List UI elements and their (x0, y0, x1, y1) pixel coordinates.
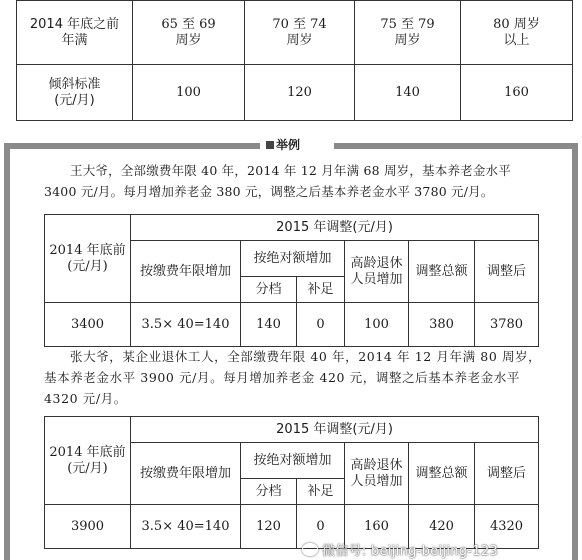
tier-header: 分档 (241, 277, 297, 303)
elderly-header: 高龄退休 人员增加 (345, 241, 409, 303)
frame-top-left (4, 143, 260, 149)
total-header: 调整总额 (409, 443, 475, 505)
after-header: 调整后 (475, 443, 539, 505)
tilt-row-label: 倾斜标准 (元/月) (17, 65, 133, 121)
tier-value: 140 (241, 303, 297, 347)
supplement-header: 补足 (297, 479, 345, 505)
by-absolute-header: 按绝对额增加 (241, 241, 345, 277)
base-header: 2014 年底前 (元/月) (45, 417, 131, 505)
elderly-value: 160 (345, 505, 409, 549)
age-group-70-74: 70 至 74 周岁 (245, 1, 355, 65)
total-value: 420 (409, 505, 475, 549)
case2-paragraph: 张大爷，某企业退休工人，全部缴费年限 40 年，2014 年 12 月年满 80 周岁，基本养老金水平 3900 元/月。每月增加养老金 420 元，调整之后基本养老金水平 4320 元/月。 (44, 349, 542, 406)
after-value: 4320 (475, 505, 539, 549)
base-value: 3400 (45, 303, 131, 347)
wechat-icon (302, 543, 318, 556)
supplement-value: 0 (297, 505, 345, 549)
supplement-value: 0 (297, 303, 345, 347)
example-title: 举例 (262, 136, 304, 153)
by-years-header: 按缴费年限增加 (131, 241, 241, 303)
tilt-value: 100 (133, 65, 245, 121)
age-header-label: 2014 年底之前 年满 (17, 1, 133, 65)
frame-left (4, 143, 10, 560)
age-group-75-79: 75 至 79 周岁 (355, 1, 461, 65)
elderly-header: 高龄退休 人员增加 (345, 443, 409, 505)
adjust-header: 2015 年调整(元/月) (131, 417, 539, 443)
by-years-value: 3.5× 40=140 (131, 303, 241, 347)
base-value: 3900 (45, 505, 131, 549)
age-group-80-plus: 80 周岁 以上 (461, 1, 573, 65)
watermark: 微信号: beijing-beijing-123 (302, 540, 498, 559)
elderly-value: 100 (345, 303, 409, 347)
adjust-header: 2015 年调整(元/月) (131, 215, 539, 241)
frame-top-right (334, 143, 578, 149)
tilt-standard-table (16, 0, 573, 121)
case1-paragraph: 王大爷，全部缴费年限 40 年，2014 年 12 月年满 68 周岁，基本养老金水平 3400 元/月。每月增加养老金 380 元，调整之后基本养老金水平 3780 元/月。 (44, 163, 511, 199)
after-value: 3780 (475, 303, 539, 347)
square-bullet-icon (266, 141, 274, 149)
total-value: 380 (409, 303, 475, 347)
tier-header: 分档 (241, 479, 297, 505)
total-header: 调整总额 (409, 241, 475, 303)
age-group-65-69: 65 至 69 周岁 (133, 1, 245, 65)
by-absolute-header: 按绝对额增加 (241, 443, 345, 479)
by-years-value: 3.5× 40=140 (131, 505, 241, 549)
base-header: 2014 年底前 (元/月) (45, 215, 131, 303)
tier-value: 120 (241, 505, 297, 549)
tilt-value: 160 (461, 65, 573, 121)
supplement-header: 补足 (297, 277, 345, 303)
case2-table (44, 416, 539, 549)
after-header: 调整后 (475, 241, 539, 303)
frame-right (572, 143, 578, 560)
by-years-header: 按缴费年限增加 (131, 443, 241, 505)
tilt-value: 140 (355, 65, 461, 121)
case1-table (44, 214, 539, 347)
tilt-value: 120 (245, 65, 355, 121)
